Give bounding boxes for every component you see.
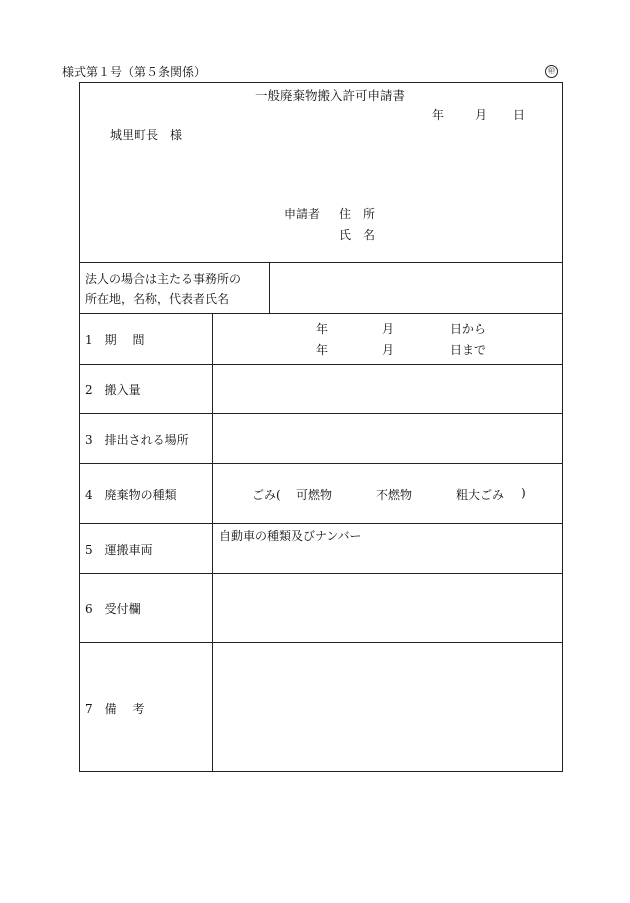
- date-day-label: 日: [513, 108, 526, 122]
- divider-reception: [79, 642, 563, 643]
- divider-corporation: [79, 313, 563, 314]
- divider-quantity: [79, 413, 563, 414]
- corporation-label-line1: 法人の場合は主たる事務所の: [85, 272, 242, 286]
- addressee: 城里町長 様: [110, 128, 183, 142]
- period-end-day: 日まで: [450, 343, 487, 357]
- divider-waste-type: [79, 523, 563, 524]
- divider-period: [79, 364, 563, 365]
- waste-noncombustible-option: 不燃物: [376, 488, 413, 502]
- remarks-label: 7 備 考: [85, 702, 145, 716]
- date-year-label: 年: [432, 108, 445, 122]
- address-label: 住 所: [339, 207, 376, 221]
- corporation-label-line2: 所在地，名称，代表者氏名: [85, 292, 230, 306]
- divider-header: [79, 262, 563, 263]
- period-start-year: 年: [316, 322, 329, 336]
- period-start-day: 日から: [450, 322, 487, 336]
- waste-garbage-label: ごみ(: [252, 488, 281, 502]
- vehicle-label: 5 運搬車両: [85, 543, 153, 557]
- name-label: 氏 名: [339, 228, 376, 242]
- waste-combustible-option: 可燃物: [296, 488, 333, 502]
- location-label: 3 排出される場所: [85, 433, 189, 447]
- document-title: 一般廃棄物搬入許可申請書: [255, 88, 406, 103]
- label-column-divider: [212, 313, 213, 772]
- form-number: 様式第１号（第５条関係）: [62, 65, 207, 79]
- divider-vehicle: [79, 573, 563, 574]
- applicant-label: 申請者: [284, 207, 321, 221]
- quantity-label: 2 搬入量: [85, 383, 141, 397]
- period-start-month: 月: [382, 322, 395, 336]
- period-label: 1 期 間: [85, 333, 145, 347]
- corporation-column-divider: [269, 262, 270, 313]
- waste-type-label: 4 廃棄物の種類: [85, 488, 177, 502]
- date-month-label: 月: [475, 108, 488, 122]
- period-end-month: 月: [382, 343, 395, 357]
- divider-location: [79, 463, 563, 464]
- waste-close-paren: ): [521, 486, 526, 500]
- seal-icon: ㊞: [545, 65, 558, 78]
- vehicle-note: 自動車の種類及びナンバー: [219, 529, 362, 543]
- form-frame: [79, 82, 563, 772]
- reception-label: 6 受付欄: [85, 602, 141, 616]
- period-end-year: 年: [316, 343, 329, 357]
- waste-bulky-option: 粗大ごみ: [456, 488, 505, 502]
